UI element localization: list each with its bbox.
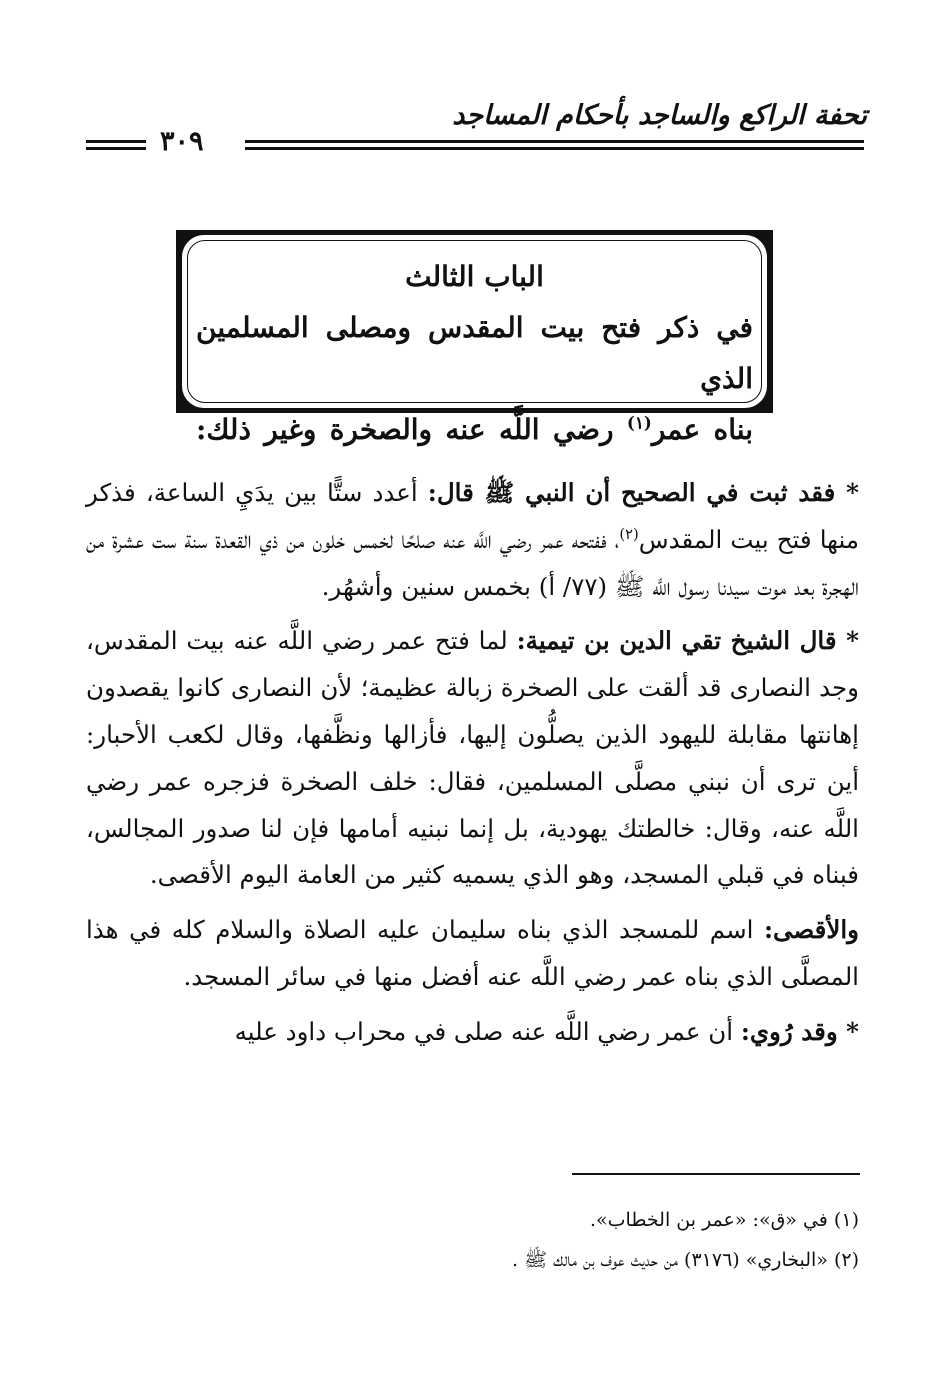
paragraph-3-text: اسم للمسجد الذي بناه سليمان عليه الصلاة والسلام كله في هذا المصلَّى الذي بناه عمر رضي اللَّه عنه أفضل منها في سائر المسجد. — [86, 915, 859, 991]
paragraph-2-text: لما فتح عمر رضي اللَّه عنه بيت المقدس، وجد النصارى قد ألقت على الصخرة زبالة عظيمة؛ لأن النصارى كانوا يقصدون إهانتها مقابلة لليهود الذين يصلُّون إليها، فأزالها ونظَّفها، وقال لكعب الأحبار: أين ترى أن نبني مصلَّى المسلمين، فقال: خلف الصخرة فزجره عمر رضي اللَّه عنه، وقال: خالطتك يهودية، بل إنما نبنيه أمامها فإن لنا صدور المجالس، فبناه في قبلي المسجد، وهو الذي يسميه كثير من العامة اليوم الأقصى. — [86, 626, 859, 890]
chapter-heading-box — [176, 230, 773, 446]
paragraph-3 — [86, 907, 859, 1001]
footnote-1: (١) في «ق»: «عمر بن الخطاب». — [589, 1209, 859, 1231]
page-number: ٣٠٩ — [160, 126, 204, 157]
paragraph-3-lead: والأقصى: — [763, 915, 859, 945]
chapter-subtitle-line-1: في ذكر فتح بيت المقدس ومصلى المسلمين الذي — [196, 311, 753, 395]
footnote-2: (٢) «البخاري» (٣١٧٦) من حديث عوف بن مالك ﷺ . — [512, 1249, 859, 1271]
paragraph-1-text-a: أعدد ستًّا بين يدَيِ الساعة، فذكر منها فتح بيت المقدس — [86, 478, 859, 554]
chapter-subtitle-line-2 — [196, 404, 753, 455]
paragraph-4-text: أن عمر رضي اللَّه عنه صلى في محراب داود عليه — [234, 1016, 741, 1046]
paragraph-1-lead: * فقد ثبت في الصحيح أن النبي ﷺ قال: — [427, 478, 859, 507]
chapter-line3-start: بناه عمر — [651, 413, 753, 446]
paragraph-4-lead: * وقد رُوي: — [740, 1016, 859, 1046]
paragraph-2 — [86, 618, 859, 899]
body-text — [86, 470, 859, 1064]
paragraph-1-text-b: ، ففتحه عمر رضي اللَّه عنه صلحًا لخمس خلون من ذي القعدة سنة ست عشرة من الهجرة بعد موت سيدنا رسول اللَّه ﷺ (٧٧/ أ) بخمس سنين وأشهُر. — [86, 524, 859, 601]
footnote-divider — [572, 1173, 860, 1175]
running-header-title: تحفة الراكع والساجد بأحكام المساجد — [452, 100, 867, 131]
chapter-title: الباب الثالث — [405, 260, 544, 293]
header-rule-right-top — [245, 140, 864, 143]
paragraph-1 — [86, 470, 859, 610]
paragraph-4 — [86, 1009, 859, 1056]
footnote-ref-2[interactable]: (٢) — [619, 525, 639, 543]
chapter-box-inner — [182, 235, 767, 446]
footnotes — [439, 1200, 859, 1280]
chapter-line3-end: رضي اللَّه عنه والصخرة وغير ذلك: — [196, 413, 627, 446]
header-rule-left-bottom — [86, 147, 146, 150]
paragraph-2-lead: * قال الشيخ تقي الدين بن تيمية: — [516, 626, 859, 656]
header-rule-right-bottom — [245, 147, 864, 150]
chapter-heading — [196, 251, 753, 455]
footnote-ref-1[interactable]: (١) — [626, 412, 652, 433]
header-rule-left-top — [86, 140, 146, 143]
